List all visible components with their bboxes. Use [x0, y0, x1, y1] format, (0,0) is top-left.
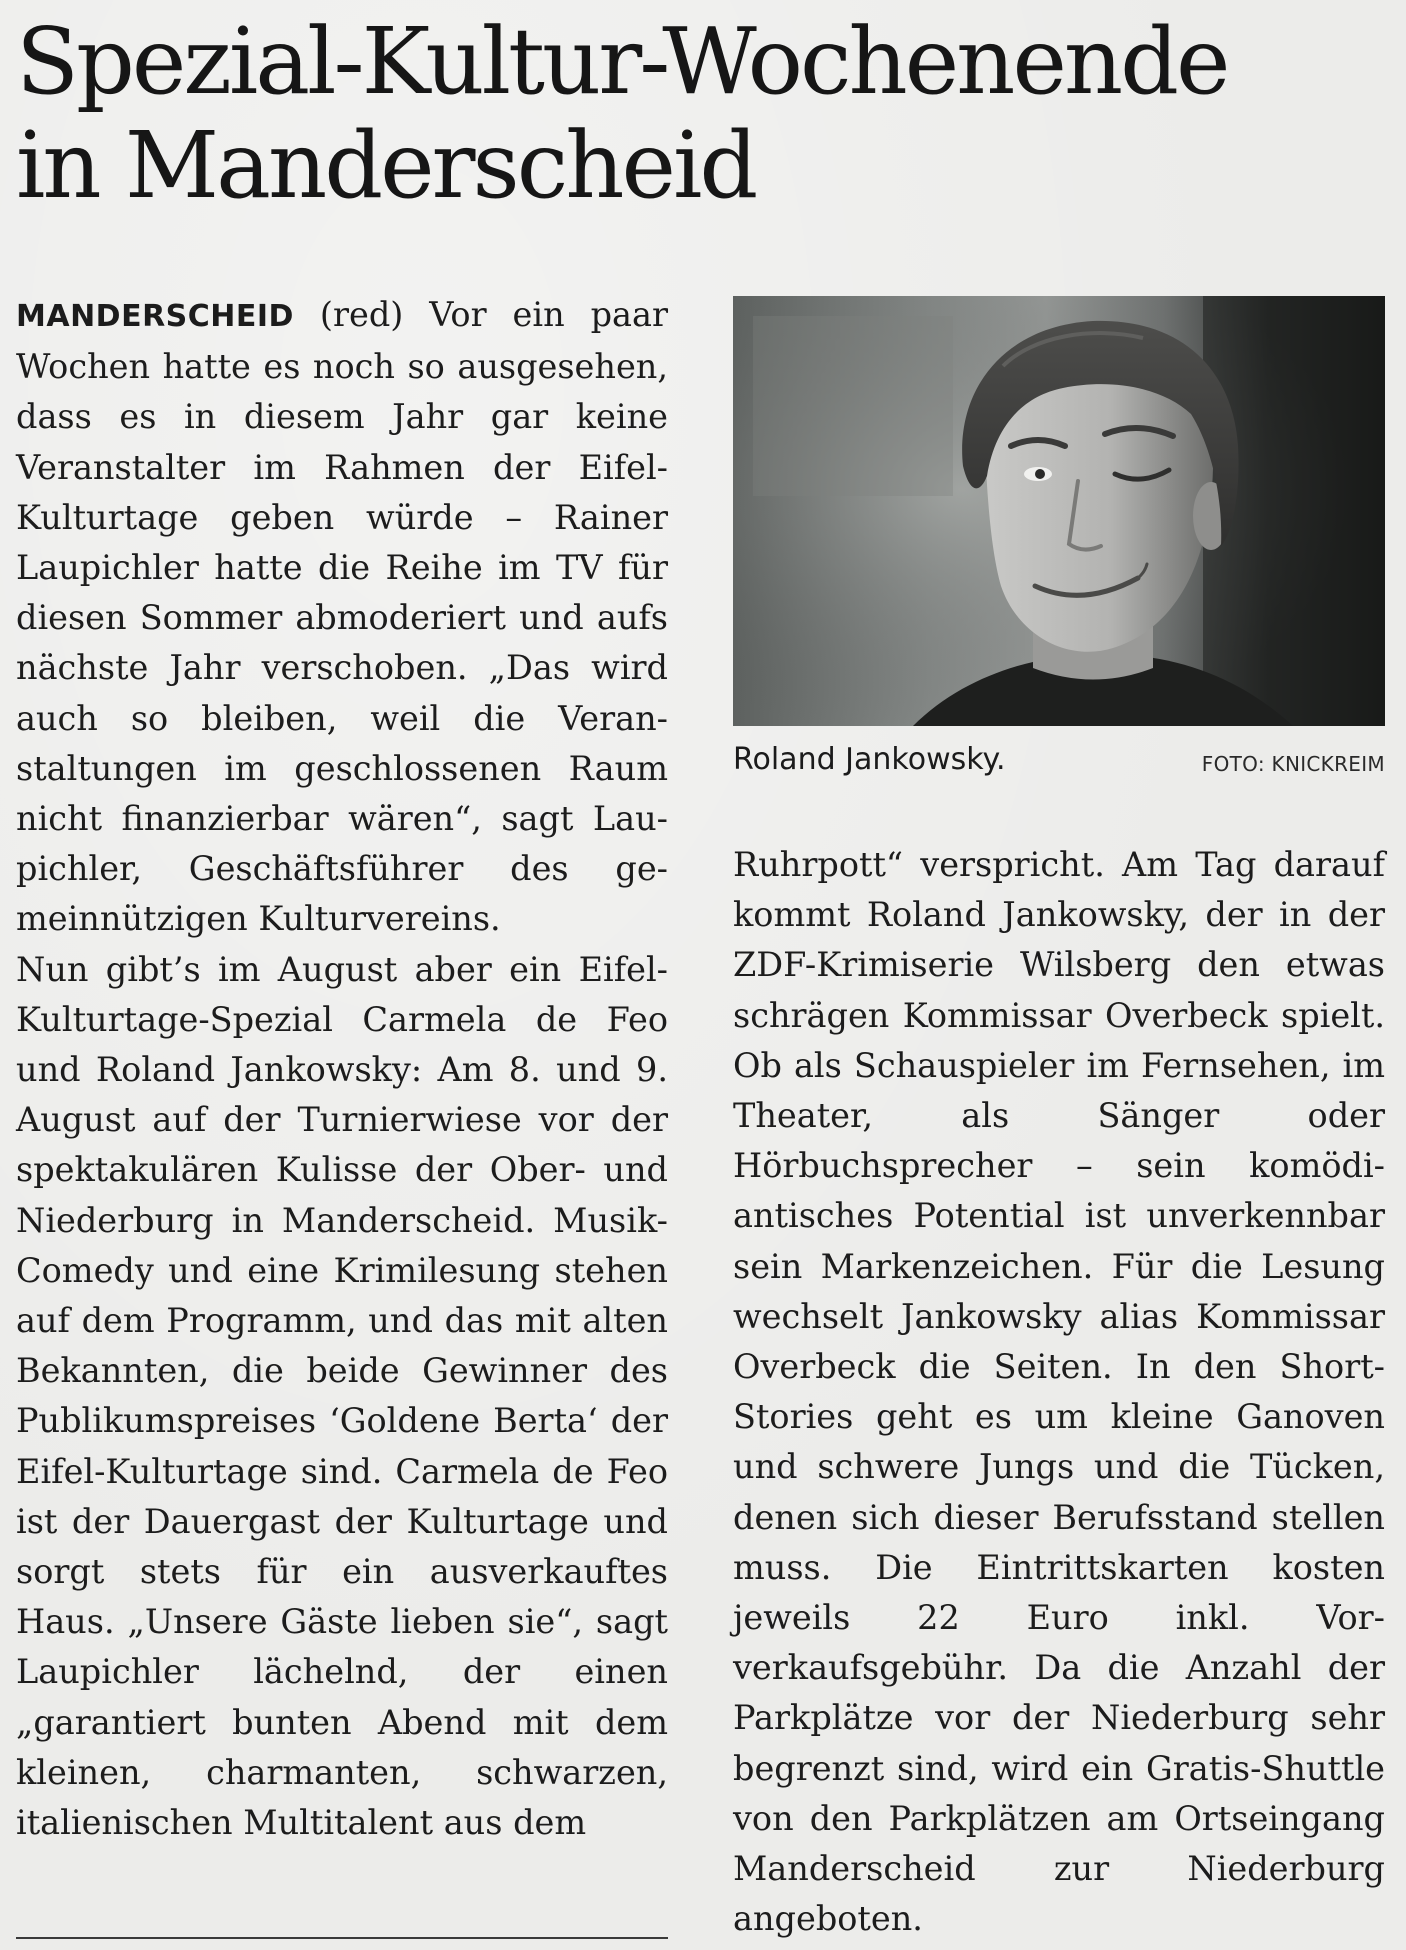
- portrait-illustration: [733, 296, 1385, 726]
- bottom-rule: [16, 1937, 668, 1939]
- caption-name: Roland Jankowsky.: [733, 742, 1006, 777]
- intro-paragraph: [16, 290, 668, 945]
- photo-credit: FOTO: KNICKREIM: [1201, 752, 1385, 776]
- portrait-photo: [733, 296, 1385, 726]
- headline-line-1: Spezial-Kultur-Wochenende: [16, 8, 1228, 115]
- intro-text: (red) Vor ein paar Wochen hatte es noch so ausgesehen, dass es in diesem Jahr gar keine Veranstalter im Rahmen der Eifel-Kulturtage geben würde – Rainer Laupichler hatte die Reihe im TV für diesen Sommer abmoderiert und aufs nächste Jahr verschoben. „Das wird auch so bleiben, weil die Veranstaltungen im geschlossenen Raum nicht finanzierbar wären“, sagt Laupichler, Geschäftsführer des gemeinnützigen Kulturvereins.: [16, 295, 668, 939]
- article-column-left: [16, 290, 668, 1848]
- paragraph-2-left: Nun gibt’s im August aber ein Eifel-Kulturtage-Spezial Carmela de Feo und Roland Jankowsky: Am 8. und 9. August auf der Turnierwiese vor der spektakulären Kulisse der Ober- und Niederburg in Manderscheid. Musik-Comedy und eine Krimilesung stehen auf dem Programm, und das mit alten Bekannten, die beide Gewinner des Publikumspreises ‘Goldene Berta‘ der Eifel-Kulturtage sind. Carmela de Feo ist der Dauergast der Kulturtage und sorgt stets für ein ausverkauftes Haus. „Unsere Gäste lieben sie“, sagt Laupichler lächelnd, der einen „garantiert bunten Abend mit dem kleinen, charmanten, schwarzen, italienischen Multitalent aus dem: [16, 949, 668, 1843]
- dateline: MANDERSCHEID: [16, 299, 294, 334]
- article-headline: [16, 10, 1386, 218]
- headline-line-2: in Manderscheid: [16, 112, 756, 219]
- article-column-right: [733, 840, 1385, 1944]
- paragraph-2-right: Ruhrpott“ verspricht. Am Tag darauf kommt Roland Jankowsky, der in der ZDF-Krimiserie Wilsberg den etwas schrägen Kommissar Overbeck spielt. Ob als Schauspieler im Fernsehen, im Theater, als Sänger oder Hörbuchsprecher – sein komödiantisches Potential ist unverkennbar sein Markenzeichen. Für die Lesung wechselt Jankowsky alias Kommissar Overbeck die Seiten. In den Short-Stories geht es um kleine Ganoven und schwere Jungs und die Tücken, denen sich dieser Berufsstand stellen muss. Die Eintrittskarten kosten jeweils 22 Euro inkl. Vorverkaufsgebühr. Da die Anzahl der Parkplätze vor der Niederburg sehr begrenzt sind, wird ein Gratis-Shuttle von den Parkplätzen am Ortseingang Manderscheid zur Niederburg angeboten.: [733, 845, 1385, 1939]
- photo-caption: [733, 738, 1385, 788]
